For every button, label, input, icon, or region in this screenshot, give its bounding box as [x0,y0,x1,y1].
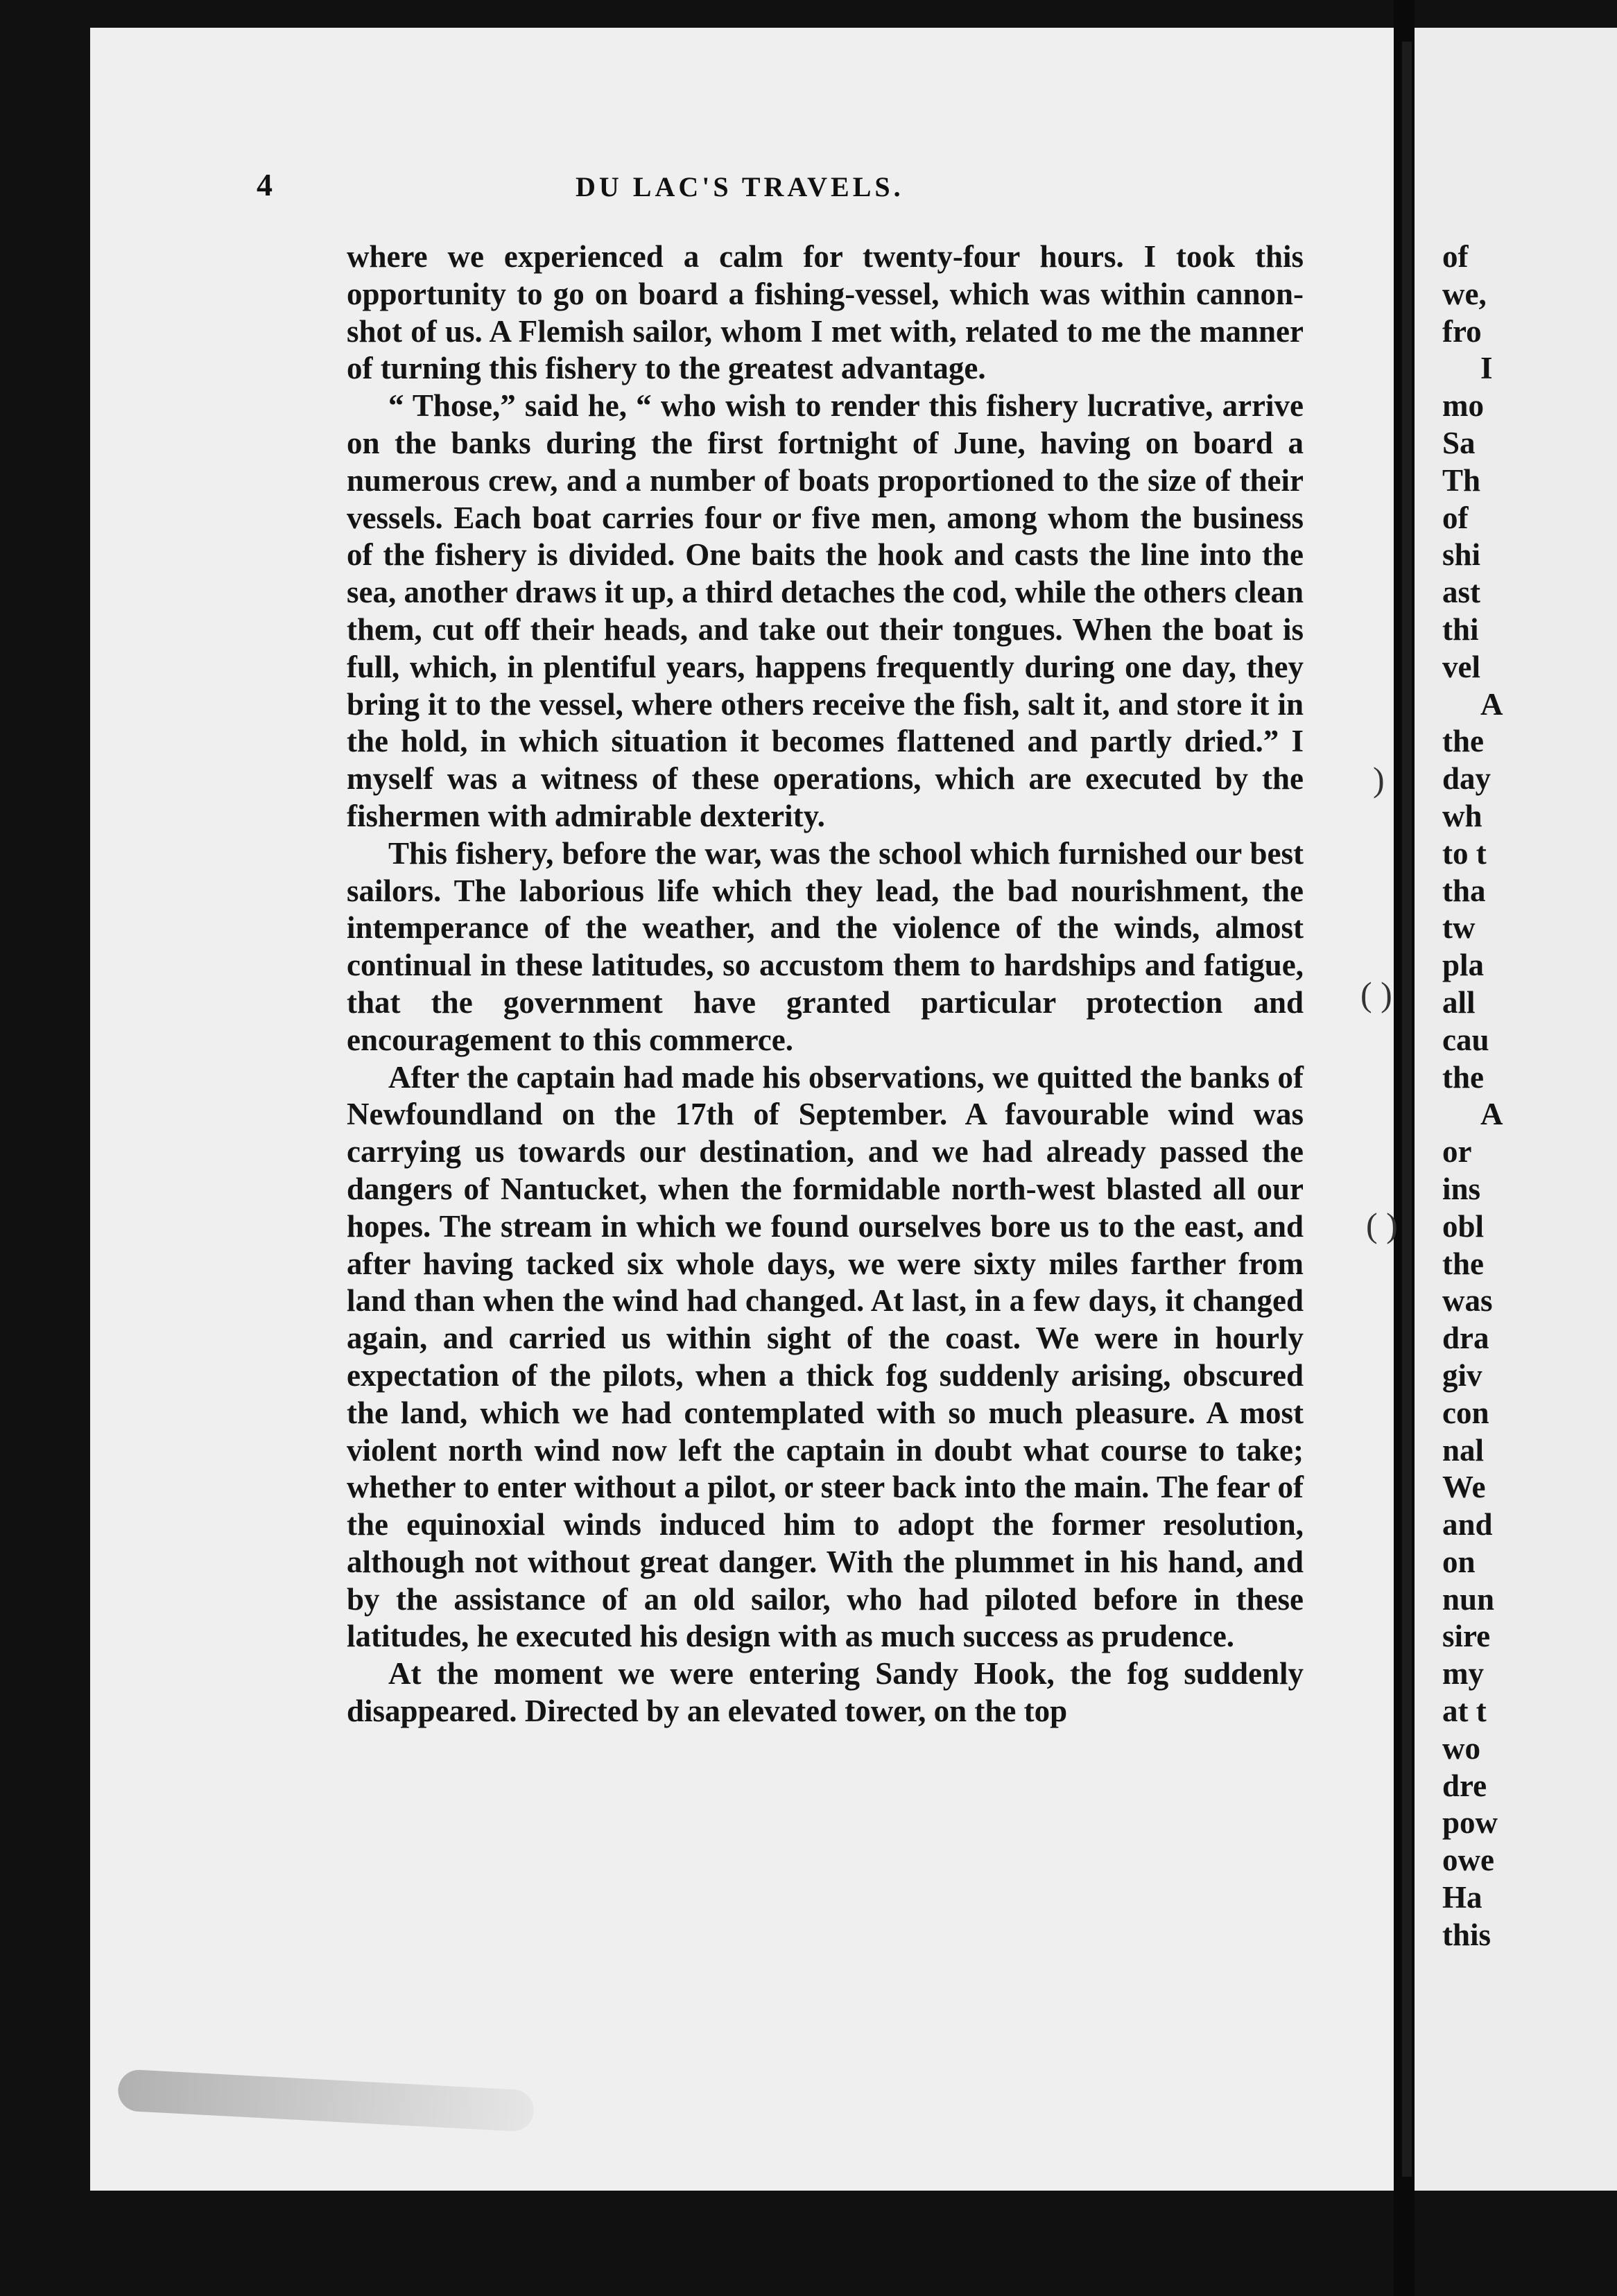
facing-line: day [1442,761,1491,797]
facing-line: ins [1442,1171,1481,1206]
bracket-mark: ) [1373,760,1385,799]
facing-line: to t [1442,835,1487,871]
facing-line: vel [1442,649,1480,684]
facing-line: of [1442,239,1469,274]
facing-line: Th [1442,462,1481,498]
page-number: 4 [257,167,273,202]
facing-line: wo [1442,1730,1480,1766]
facing-line: obl [1442,1208,1485,1244]
facing-line: wh [1442,798,1482,833]
facing-line: con [1442,1395,1489,1430]
bracket-mark: ( ) [1366,1206,1398,1244]
facing-line: fro [1442,313,1482,349]
facing-line: mo [1442,388,1484,424]
facing-line: tha [1442,873,1486,908]
facing-line: my [1442,1656,1484,1691]
running-title: DU LAC'S TRAVELS. [576,171,904,202]
facing-line: this [1442,1917,1491,1952]
facing-line: owe [1442,1843,1494,1878]
facing-line: tw [1442,910,1476,946]
facing-line: cau [1442,1022,1489,1057]
facing-line: shi [1442,537,1481,573]
facing-line: We [1442,1470,1486,1505]
facing-line: pow [1442,1805,1498,1841]
facing-page [1415,28,1617,2191]
facing-line: sire [1442,1619,1491,1654]
running-head [90,166,1394,208]
facing-line: Sa [1442,425,1476,460]
gutter-edge [1402,42,1412,2177]
facing-line: of [1442,500,1469,535]
facing-line: the [1442,724,1484,759]
paragraph: At the moment we were entering Sandy Hook, the fog suddenly disappeared. Directed by an elevated tower, on the top [347,1656,1304,1729]
facing-line: ast [1442,575,1480,610]
facing-line: nun [1442,1581,1495,1617]
facing-line: the [1442,1059,1484,1095]
body-text [347,238,1304,1730]
facing-line: thi [1442,611,1479,647]
facing-line: A [1480,686,1503,722]
facing-line: all [1442,984,1476,1020]
facing-line: and [1442,1507,1493,1542]
facing-line: nal [1442,1432,1485,1468]
paragraph: “ Those,” said he, “ who wish to render this fishery lucrative, arrive on the banks during the first fortnight of June, having on board a numerous crew, and a number of boats proportioned to the size of their vessels. Each boat carries four or five men, among whom the business of the fishery is divided. One baits the hook and casts the line into the sea, another draws it up, a third detaches the cod, while the others clean them, cut off their heads, and take out their tongues. When the boat is full, which, in plentiful years, happens frequently during one day, they bring it to the vessel, where others receive the fish, salt it, and store it in the hold, in which situation it becomes flattened and partly dried.” I myself was a witness of these operations, which are executed by the fishermen with admirable dexterity. [347,388,1304,833]
facing-page-text [1442,238,1617,1954]
paragraph: where we experienced a calm for twenty-four hours. I took this opportunity to go on board a fishing-vessel, which was within cannon-shot of us. A Flemish sailor, whom I met with, related to me the manner of turning this fishery to the greatest advantage. [347,239,1304,386]
facing-line: the [1442,1246,1484,1281]
facing-line: was [1442,1283,1493,1319]
facing-line: dra [1442,1321,1489,1356]
left-page [90,28,1394,2191]
bracket-mark: ( ) [1360,975,1392,1014]
page-smudge [117,2069,535,2132]
paragraph: After the captain had made his observations, we quitted the banks of Newfoundland on the 17th of September. A favourable wind was carrying us towards our destination, and we had already passed the dangers of Nantucket, when the formidable north-west blasted all our hopes. The stream in which we found ourselves bore us to the east, and after having tacked six whole days, we were sixty miles farther from land than when the wind had changed. At last, in a few days, it changed again, and carried us within sight of the coast. We were in hourly expectation of the pilots, when a thick fog suddenly arising, obscured the land, which we had contemplated with so much pleasure. A most violent north wind now left the captain in doubt what course to take; whether to enter without a pilot, or steer back into the main. The fear of the equinoxial winds induced him to adopt the former resolution, although not without great danger. With the plummet in his hand, and by the assistance of an old sailor, who had piloted before in these latitudes, he executed his design with as much success as prudence. [347,1059,1304,1654]
facing-line: or [1442,1134,1472,1169]
facing-line: A [1480,1097,1503,1132]
facing-line: giv [1442,1357,1482,1393]
facing-line: on [1442,1544,1476,1579]
paragraph: This fishery, before the war, was the school which furnished our best sailors. The laborious life which they lead, the bad nourishment, the intemperance of the weather, and the violence of the winds, almost continual in these latitudes, so accustom them to hardships and fatigue, that the government have granted particular protection and encouragement to this commerce. [347,835,1304,1057]
facing-line: pla [1442,948,1485,983]
facing-line: we, [1442,276,1487,311]
facing-line: dre [1442,1768,1487,1803]
facing-line: at t [1442,1694,1487,1729]
facing-line: Ha [1442,1880,1482,1915]
facing-line: I [1480,351,1493,386]
